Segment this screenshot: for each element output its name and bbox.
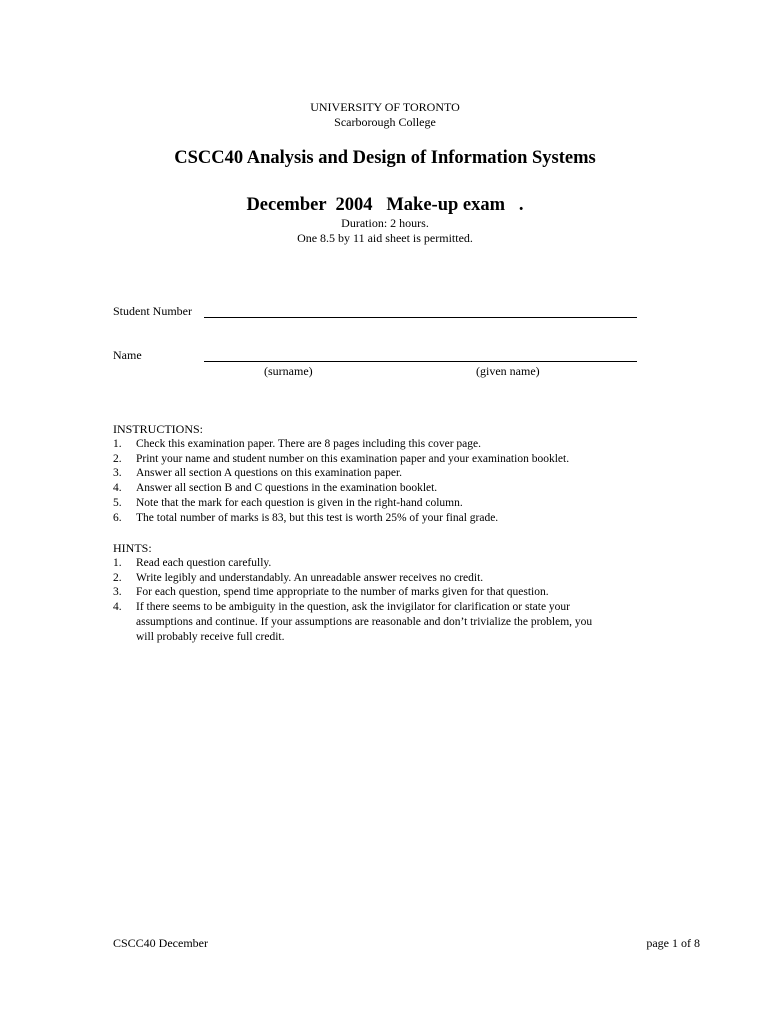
instructions-list: [113, 437, 673, 526]
exam-title: December 2004 Make-up exam .: [246, 195, 524, 215]
hint-item: 2. Write legibly and understandably. An unreadable answer receives no credit.: [113, 571, 484, 584]
instruction-item: 1. Check this examination paper. There are 8 pages including this cover page.: [113, 437, 481, 450]
instruction-item: 2. Print your name and student number on this examination paper and your examination booklet.: [113, 452, 570, 465]
exam-duration: Duration: 2 hours.: [341, 216, 429, 230]
aid-sheet-note: One 8.5 by 11 aid sheet is permitted.: [297, 231, 473, 245]
hint-item: 1. Read each question carefully.: [113, 556, 272, 569]
college-name: Scarborough College: [334, 115, 436, 129]
name-blank: [204, 361, 637, 362]
course-title: CSCC40 Analysis and Design of Information Systems: [174, 148, 596, 168]
instructions-section: [113, 422, 673, 526]
instruction-item: 3. Answer all section A questions on this examination paper.: [113, 467, 403, 480]
surname-label: (surname): [264, 364, 313, 378]
hints-section: [113, 541, 603, 645]
footer-page-number: page 1 of 8: [646, 936, 700, 950]
instructions-heading: INSTRUCTIONS:: [113, 422, 204, 436]
hints-heading: HINTS:: [113, 541, 152, 555]
instruction-item: 5. Note that the mark for each question is given in the right-hand column.: [113, 496, 463, 509]
hints-list: [113, 556, 603, 645]
university-name: UNIVERSITY OF TORONTO: [310, 100, 460, 114]
instruction-item: 4. Answer all section B and C questions in the examination booklet.: [113, 482, 438, 495]
hint-item: 3. For each question, spend time appropriate to the number of marks given for that question.: [113, 586, 549, 599]
name-label: Name: [113, 348, 142, 362]
student-number-label: Student Number: [113, 304, 192, 318]
hint-item: 4. If there seems to be ambiguity in the question, ask the invigilator for clarification or state your assumptions and continue. If your assumptions are reasonable and don’t trivialize the problem, you will probably receive full credit.: [113, 601, 593, 643]
footer-course-date: CSCC40 December: [113, 936, 208, 950]
instruction-item: 6. The total number of marks is 83, but this test is worth 25% of your final grade.: [113, 511, 499, 524]
student-number-blank: [204, 317, 637, 318]
given-name-label: (given name): [476, 364, 540, 378]
